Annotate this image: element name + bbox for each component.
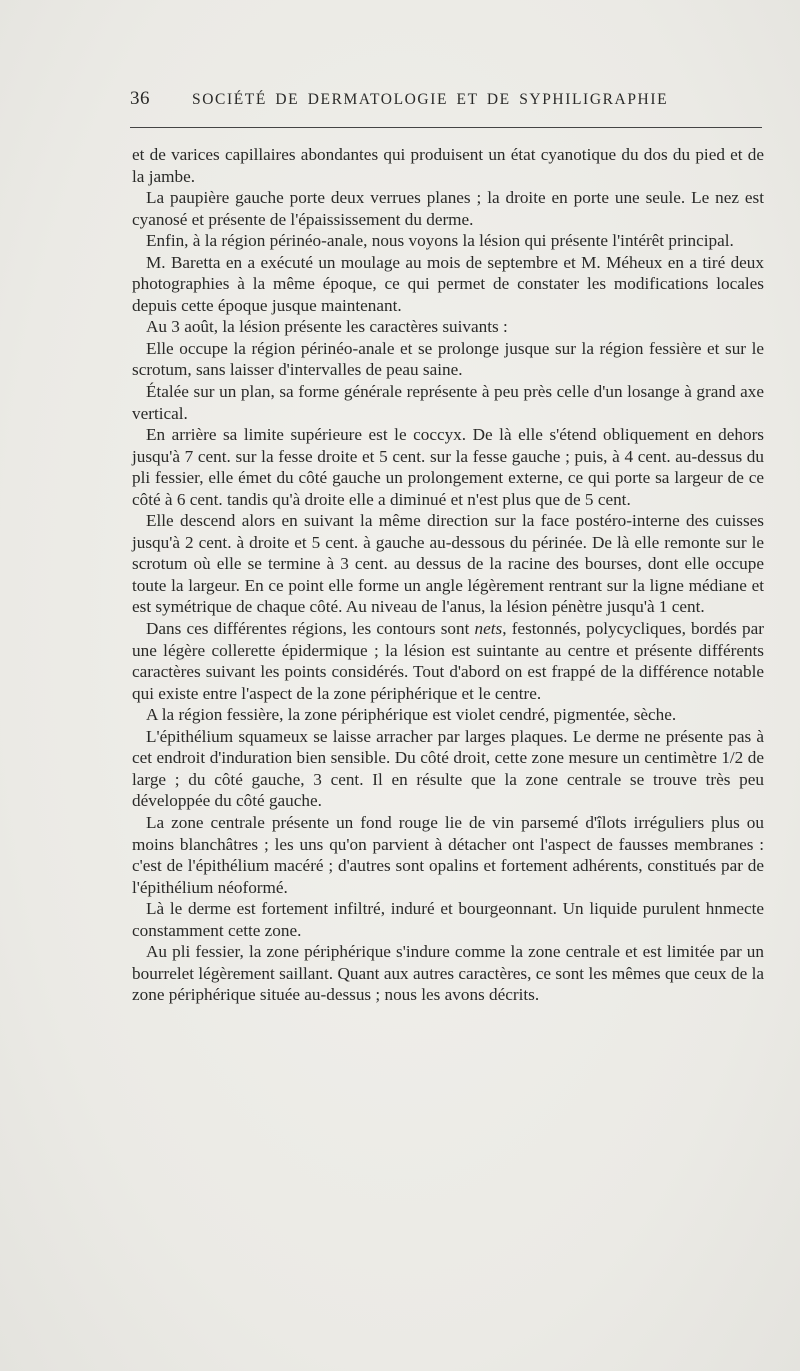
paragraph: En arrière sa limite supérieure est le coccyx. De là elle s'étend obliquement en dehors jusqu'à 7 cent. sur la fesse droite et 5 cent. sur la fesse gauche ; puis, à 4 cent. au-dessus du pli fessier, elle émet du côté gauche un prolongement externe, ce qui porte sa largeur de ce côté à 6 cent. tandis qu'à droite elle a diminué et n'est plus que de 5 cent. [132, 425, 764, 509]
paragraph: A la région fessière, la zone périphérique est violet cendré, pigmentée, sèche. [146, 705, 677, 725]
paragraph: Au 3 août, la lésion présente les caractères suivants : [146, 317, 508, 337]
paragraph: La paupière gauche porte deux verrues planes ; la droite en porte une seule. Le nez est cyanosé et présente de l'épaississement du derme. [132, 188, 764, 229]
paragraph: Là le derme est fortement infiltré, induré et bourgeonnant. Un liquide purulent hnmecte constamment cette zone. [132, 899, 764, 940]
paragraph: Elle descend alors en suivant la même direction sur la face postéro-interne des cuisses jusqu'à 2 cent. à droite et 5 cent. à gauche au-dessous du périnée. De là elle remonte sur le scrotum où elle se termine à 3 cent. au dessus de la racine des bourses, dont elle occupe toute la largeur. En ce point elle forme un angle légèrement rentrant sur la ligne médiane et est symétrique de chaque côté. Au niveau de l'anus, la lésion pénètre jusqu'à 1 cent. [132, 511, 764, 617]
body-text [132, 144, 764, 1006]
paragraph: M. Baretta en a exécuté un moulage au mois de septembre et M. Méheux en a tiré deux photographies à la même époque, ce qui permet de constater les modifications locales depuis cette époque jusque maintenant. [132, 252, 764, 315]
emphasis: nets [474, 619, 503, 639]
paragraph: et de varices capillaires abondantes qui produisent un état cyanotique du dos du pied et de la jambe. [132, 145, 764, 186]
paragraph: Enfin, à la région périnéo-anale, nous voyons la lésion qui présente l'intérêt principal. [146, 231, 734, 251]
paragraph: Étalée sur un plan, sa forme générale représente à peu près celle d'un losange à grand axe vertical. [132, 382, 764, 423]
paragraph: Au pli fessier, la zone périphérique s'indure comme la zone centrale et est limitée par un bourrelet légèrement saillant. Quant aux autres caractères, ce sont les mêmes que ceux de la zone périphérique située au-dessus ; nous les avons décrits. [132, 942, 764, 1005]
page-header [130, 88, 762, 114]
header-rule [130, 127, 762, 128]
page-number: 36 [130, 88, 150, 109]
paragraph: Elle occupe la région périnéo-anale et se prolonge jusque sur la région fessière et sur le scrotum, sans laisser d'intervalles de peau saine. [132, 338, 764, 380]
running-title: SOCIÉTÉ DE DERMATOLOGIE ET DE SYPHILIGRAPHIE [192, 91, 669, 108]
paragraph: L'épithélium squameux se laisse arracher par larges plaques. Le derme ne présente pas à cet endroit d'induration bien sensible. Du côté droit, cette zone mesure un centimètre 1/2 de large ; du côté gauche, 3 cent. Il en résulte que la zone centrale se trouve très peu développée du côté gauche. [132, 726, 764, 811]
paragraph: Dans ces différentes régions, les contours sont nets, festonnés, polycycliques, bordés par une légère collerette épidermique ; la lésion est suintante au centre et présente différents caractères suivant les points considérés. Tout d'abord on est frappé de la différence notable qui existe entre l'aspect de la zone périphérique et le centre. [132, 619, 764, 703]
paragraph: La zone centrale présente un fond rouge lie de vin parsemé d'îlots irréguliers plus ou moins blanchâtres ; les uns qu'on parvient à détacher ont l'aspect de fausses membranes : c'est de l'épithélium macéré ; d'autres sont opalins et fortement adhérents, constitués par de l'épithélium néoformé. [132, 812, 764, 897]
